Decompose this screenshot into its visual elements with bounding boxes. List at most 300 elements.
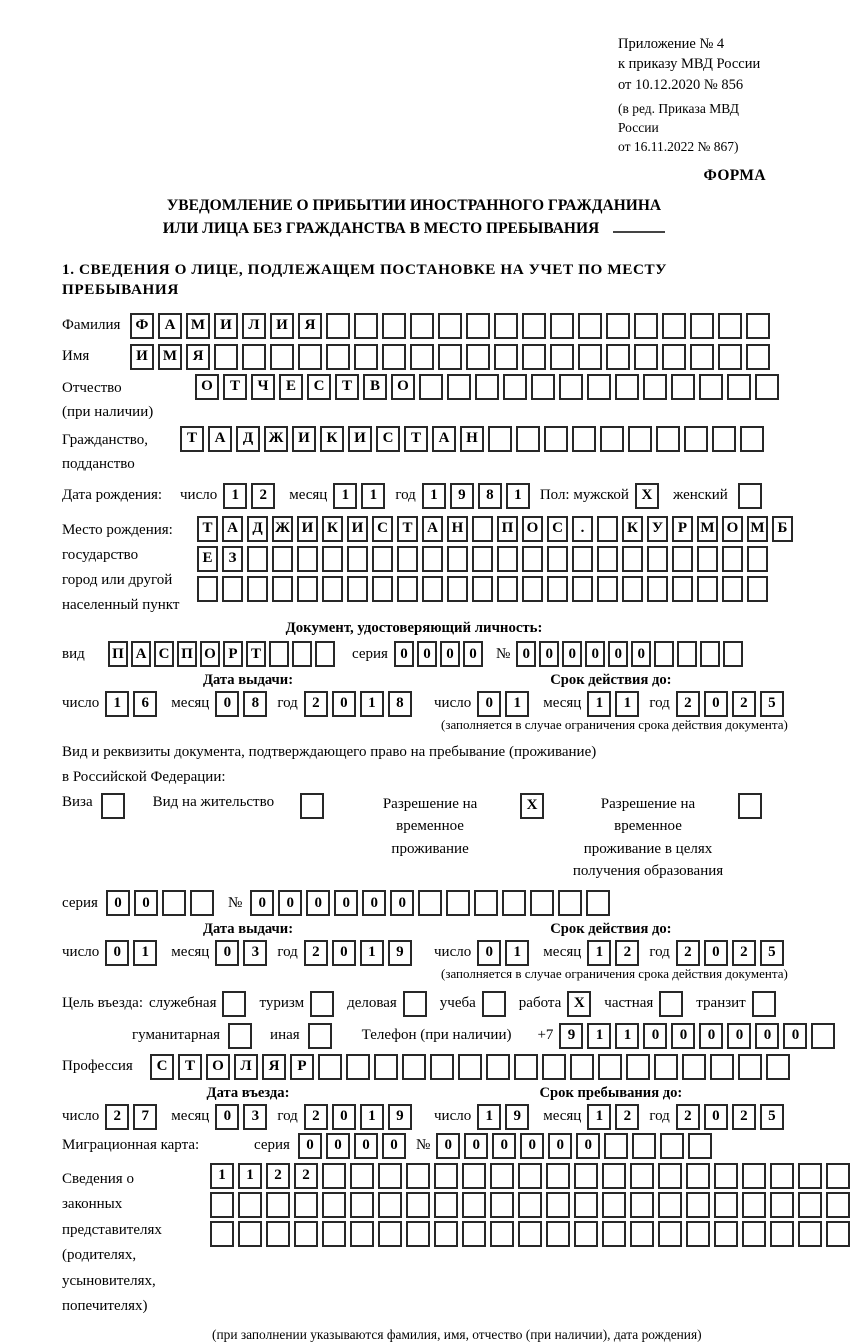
char-cell[interactable]	[458, 1054, 482, 1080]
char-cell[interactable]	[247, 576, 268, 602]
char-cell[interactable]	[430, 1054, 454, 1080]
char-cell[interactable]: О	[200, 641, 220, 667]
char-cell[interactable]: 0	[417, 641, 437, 667]
sex-male-checkbox[interactable]	[635, 483, 663, 509]
char-cell[interactable]: 2	[105, 1104, 129, 1130]
char-cell[interactable]	[347, 546, 368, 572]
char-cell[interactable]: Н	[460, 426, 484, 452]
char-cell[interactable]: 3	[243, 1104, 267, 1130]
char-cell[interactable]: 0	[477, 691, 501, 717]
char-cell[interactable]	[378, 1163, 402, 1189]
char-cell[interactable]: 2	[615, 1104, 639, 1130]
char-cell[interactable]	[690, 344, 714, 370]
char-cell[interactable]: 0	[699, 1023, 723, 1049]
char-cell[interactable]: М	[747, 516, 768, 542]
char-cell[interactable]	[622, 576, 643, 602]
char-cell[interactable]	[522, 313, 546, 339]
char-cell[interactable]	[755, 374, 779, 400]
char-cell[interactable]: 0	[250, 890, 274, 916]
char-cell[interactable]: И	[130, 344, 154, 370]
char-cell[interactable]: Т	[335, 374, 359, 400]
char-cell[interactable]: 9	[388, 940, 412, 966]
char-cell[interactable]: 0	[105, 940, 129, 966]
char-cell[interactable]	[272, 576, 293, 602]
char-cell[interactable]	[372, 576, 393, 602]
char-cell[interactable]	[634, 313, 658, 339]
char-cell[interactable]: 1	[477, 1104, 501, 1130]
char-cell[interactable]: 0	[332, 940, 356, 966]
char-cell[interactable]	[382, 313, 406, 339]
char-cell[interactable]	[747, 546, 768, 572]
char-cell[interactable]	[422, 576, 443, 602]
char-cell[interactable]	[690, 313, 714, 339]
char-cell[interactable]: 1	[333, 483, 357, 509]
char-cell[interactable]	[346, 1054, 370, 1080]
identity-valid-month-input[interactable]	[587, 691, 643, 717]
char-cell[interactable]: 0	[298, 1133, 322, 1159]
char-cell[interactable]	[490, 1192, 514, 1218]
char-cell[interactable]: 2	[304, 691, 328, 717]
char-cell[interactable]: 2	[676, 691, 700, 717]
char-cell[interactable]	[472, 576, 493, 602]
purpose-official-checkbox[interactable]	[222, 991, 250, 1017]
char-cell[interactable]: С	[376, 426, 400, 452]
char-cell[interactable]	[378, 1221, 402, 1247]
char-cell[interactable]: 0	[704, 691, 728, 717]
char-cell[interactable]: Б	[772, 516, 793, 542]
char-cell[interactable]: 0	[278, 890, 302, 916]
char-cell[interactable]	[602, 1163, 626, 1189]
purpose-private-checkbox[interactable]	[659, 991, 687, 1017]
char-cell[interactable]	[270, 344, 294, 370]
char-cell[interactable]: X	[520, 793, 544, 819]
char-cell[interactable]	[222, 991, 246, 1017]
char-cell[interactable]	[378, 1192, 402, 1218]
purpose-work-checkbox[interactable]	[567, 991, 595, 1017]
char-cell[interactable]: Т	[397, 516, 418, 542]
char-cell[interactable]	[406, 1192, 430, 1218]
char-cell[interactable]: 0	[576, 1133, 600, 1159]
char-cell[interactable]	[447, 546, 468, 572]
char-cell[interactable]	[647, 546, 668, 572]
char-cell[interactable]: 5	[760, 940, 784, 966]
char-cell[interactable]	[826, 1192, 850, 1218]
char-cell[interactable]	[671, 374, 695, 400]
char-cell[interactable]: 0	[326, 1133, 350, 1159]
char-cell[interactable]	[326, 344, 350, 370]
name-input[interactable]	[130, 344, 774, 370]
char-cell[interactable]	[742, 1221, 766, 1247]
char-cell[interactable]: А	[432, 426, 456, 452]
char-cell[interactable]	[322, 1221, 346, 1247]
birth-day-input[interactable]	[223, 483, 279, 509]
char-cell[interactable]: 0	[477, 940, 501, 966]
char-cell[interactable]: 0	[643, 1023, 667, 1049]
char-cell[interactable]	[826, 1163, 850, 1189]
char-cell[interactable]: К	[320, 426, 344, 452]
patronymic-input[interactable]	[195, 374, 783, 400]
char-cell[interactable]	[488, 426, 512, 452]
char-cell[interactable]	[462, 1221, 486, 1247]
profession-input[interactable]	[150, 1054, 794, 1080]
char-cell[interactable]: 1	[133, 940, 157, 966]
entry-month-input[interactable]	[215, 1104, 271, 1130]
char-cell[interactable]	[350, 1163, 374, 1189]
char-cell[interactable]: 8	[478, 483, 502, 509]
char-cell[interactable]	[474, 890, 498, 916]
char-cell[interactable]: Т	[180, 426, 204, 452]
char-cell[interactable]: Я	[262, 1054, 286, 1080]
edu-permit-checkbox[interactable]	[738, 793, 766, 819]
char-cell[interactable]	[544, 426, 568, 452]
char-cell[interactable]: Т	[197, 516, 218, 542]
identity-issue-month-input[interactable]	[215, 691, 271, 717]
char-cell[interactable]: О	[522, 516, 543, 542]
char-cell[interactable]	[714, 1221, 738, 1247]
char-cell[interactable]	[462, 1163, 486, 1189]
char-cell[interactable]	[354, 344, 378, 370]
char-cell[interactable]	[628, 426, 652, 452]
char-cell[interactable]	[402, 1054, 426, 1080]
char-cell[interactable]	[462, 1192, 486, 1218]
char-cell[interactable]	[497, 546, 518, 572]
char-cell[interactable]	[660, 1133, 684, 1159]
char-cell[interactable]	[570, 1054, 594, 1080]
char-cell[interactable]	[714, 1192, 738, 1218]
char-cell[interactable]	[770, 1192, 794, 1218]
char-cell[interactable]	[397, 576, 418, 602]
char-cell[interactable]	[722, 576, 743, 602]
char-cell[interactable]	[494, 344, 518, 370]
char-cell[interactable]	[406, 1221, 430, 1247]
char-cell[interactable]	[766, 1054, 790, 1080]
char-cell[interactable]	[347, 576, 368, 602]
char-cell[interactable]: 0	[520, 1133, 544, 1159]
char-cell[interactable]	[350, 1221, 374, 1247]
char-cell[interactable]	[434, 1192, 458, 1218]
char-cell[interactable]: 1	[615, 1023, 639, 1049]
char-cell[interactable]	[742, 1192, 766, 1218]
char-cell[interactable]	[466, 313, 490, 339]
char-cell[interactable]	[419, 374, 443, 400]
char-cell[interactable]: 1	[360, 691, 384, 717]
char-cell[interactable]: 1	[587, 1023, 611, 1049]
char-cell[interactable]: М	[158, 344, 182, 370]
char-cell[interactable]	[826, 1221, 850, 1247]
char-cell[interactable]: С	[154, 641, 174, 667]
char-cell[interactable]	[718, 313, 742, 339]
temp-permit-checkbox[interactable]	[520, 793, 548, 819]
char-cell[interactable]	[472, 546, 493, 572]
char-cell[interactable]	[322, 546, 343, 572]
char-cell[interactable]: Р	[672, 516, 693, 542]
char-cell[interactable]	[686, 1192, 710, 1218]
char-cell[interactable]	[659, 991, 683, 1017]
char-cell[interactable]	[586, 890, 610, 916]
char-cell[interactable]	[597, 546, 618, 572]
char-cell[interactable]: 0	[134, 890, 158, 916]
citizenship-input[interactable]	[180, 426, 768, 452]
char-cell[interactable]	[602, 1192, 626, 1218]
char-cell[interactable]: Т	[223, 374, 247, 400]
char-cell[interactable]	[606, 344, 630, 370]
char-cell[interactable]: 0	[390, 890, 414, 916]
char-cell[interactable]	[597, 576, 618, 602]
purpose-business-checkbox[interactable]	[403, 991, 431, 1017]
char-cell[interactable]: 9	[450, 483, 474, 509]
char-cell[interactable]	[446, 890, 470, 916]
char-cell[interactable]	[572, 546, 593, 572]
char-cell[interactable]: М	[186, 313, 210, 339]
char-cell[interactable]: .	[572, 516, 593, 542]
char-cell[interactable]: 2	[615, 940, 639, 966]
residence-valid-month-input[interactable]	[587, 940, 643, 966]
char-cell[interactable]	[798, 1192, 822, 1218]
doc-number-input[interactable]	[516, 641, 746, 667]
char-cell[interactable]: Е	[197, 546, 218, 572]
char-cell[interactable]	[746, 313, 770, 339]
char-cell[interactable]: 0	[362, 890, 386, 916]
char-cell[interactable]	[190, 890, 214, 916]
char-cell[interactable]	[688, 1133, 712, 1159]
char-cell[interactable]	[550, 344, 574, 370]
residence-number-input[interactable]	[250, 890, 614, 916]
char-cell[interactable]: 1	[587, 1104, 611, 1130]
char-cell[interactable]: 8	[388, 691, 412, 717]
char-cell[interactable]	[684, 426, 708, 452]
char-cell[interactable]	[632, 1133, 656, 1159]
char-cell[interactable]: 1	[360, 1104, 384, 1130]
char-cell[interactable]: Д	[247, 516, 268, 542]
char-cell[interactable]: 1	[505, 691, 529, 717]
char-cell[interactable]	[740, 426, 764, 452]
char-cell[interactable]: 0	[755, 1023, 779, 1049]
entry-day-input[interactable]	[105, 1104, 161, 1130]
char-cell[interactable]	[438, 313, 462, 339]
char-cell[interactable]	[752, 991, 776, 1017]
char-cell[interactable]: 0	[215, 940, 239, 966]
char-cell[interactable]	[602, 1221, 626, 1247]
char-cell[interactable]: 8	[243, 691, 267, 717]
sex-female-checkbox[interactable]	[738, 483, 766, 509]
char-cell[interactable]	[686, 1221, 710, 1247]
char-cell[interactable]	[530, 890, 554, 916]
char-cell[interactable]	[350, 1192, 374, 1218]
char-cell[interactable]: 0	[464, 1133, 488, 1159]
char-cell[interactable]: 0	[704, 940, 728, 966]
char-cell[interactable]	[658, 1163, 682, 1189]
char-cell[interactable]: 2	[732, 940, 756, 966]
char-cell[interactable]: 5	[760, 691, 784, 717]
char-cell[interactable]	[606, 313, 630, 339]
char-cell[interactable]	[558, 890, 582, 916]
char-cell[interactable]	[747, 576, 768, 602]
char-cell[interactable]	[422, 546, 443, 572]
char-cell[interactable]	[647, 576, 668, 602]
char-cell[interactable]: А	[158, 313, 182, 339]
char-cell[interactable]	[574, 1163, 598, 1189]
char-cell[interactable]: X	[567, 991, 591, 1017]
char-cell[interactable]	[494, 313, 518, 339]
char-cell[interactable]	[269, 641, 289, 667]
char-cell[interactable]: 0	[394, 641, 414, 667]
char-cell[interactable]	[238, 1221, 262, 1247]
char-cell[interactable]: X	[635, 483, 659, 509]
char-cell[interactable]	[572, 576, 593, 602]
char-cell[interactable]	[410, 313, 434, 339]
char-cell[interactable]: 0	[440, 641, 460, 667]
char-cell[interactable]	[738, 483, 762, 509]
char-cell[interactable]	[434, 1221, 458, 1247]
birth-year-input[interactable]	[422, 483, 534, 509]
char-cell[interactable]: 9	[388, 1104, 412, 1130]
char-cell[interactable]	[518, 1163, 542, 1189]
char-cell[interactable]: 0	[382, 1133, 406, 1159]
char-cell[interactable]: 0	[608, 641, 628, 667]
char-cell[interactable]: 0	[548, 1133, 572, 1159]
identity-valid-year-input[interactable]	[676, 691, 788, 717]
char-cell[interactable]	[578, 313, 602, 339]
char-cell[interactable]	[472, 516, 493, 542]
char-cell[interactable]	[654, 1054, 678, 1080]
surname-input[interactable]	[130, 313, 774, 339]
char-cell[interactable]	[597, 516, 618, 542]
purpose-study-checkbox[interactable]	[482, 991, 510, 1017]
char-cell[interactable]	[308, 1023, 332, 1049]
birth-month-input[interactable]	[333, 483, 389, 509]
char-cell[interactable]: С	[150, 1054, 174, 1080]
char-cell[interactable]	[656, 426, 680, 452]
char-cell[interactable]: 7	[133, 1104, 157, 1130]
char-cell[interactable]: 0	[539, 641, 559, 667]
char-cell[interactable]: П	[177, 641, 197, 667]
char-cell[interactable]: Ж	[272, 516, 293, 542]
char-cell[interactable]	[542, 1054, 566, 1080]
char-cell[interactable]	[742, 1163, 766, 1189]
char-cell[interactable]	[578, 344, 602, 370]
char-cell[interactable]	[738, 793, 762, 819]
residence-permit-checkbox[interactable]	[300, 793, 328, 819]
char-cell[interactable]	[382, 344, 406, 370]
char-cell[interactable]: 1	[360, 940, 384, 966]
char-cell[interactable]: И	[270, 313, 294, 339]
char-cell[interactable]	[770, 1221, 794, 1247]
char-cell[interactable]	[622, 546, 643, 572]
char-cell[interactable]: И	[348, 426, 372, 452]
char-cell[interactable]: И	[297, 516, 318, 542]
char-cell[interactable]	[503, 374, 527, 400]
char-cell[interactable]	[522, 576, 543, 602]
char-cell[interactable]	[723, 641, 743, 667]
char-cell[interactable]: Я	[298, 313, 322, 339]
char-cell[interactable]: А	[208, 426, 232, 452]
char-cell[interactable]	[266, 1221, 290, 1247]
residence-issue-year-input[interactable]	[304, 940, 416, 966]
char-cell[interactable]: Л	[242, 313, 266, 339]
char-cell[interactable]	[322, 1192, 346, 1218]
representatives-line1-input[interactable]	[210, 1163, 854, 1189]
char-cell[interactable]	[354, 313, 378, 339]
char-cell[interactable]: Е	[279, 374, 303, 400]
char-cell[interactable]	[228, 1023, 252, 1049]
birthplace-line1-input[interactable]	[197, 516, 797, 542]
char-cell[interactable]	[718, 344, 742, 370]
representatives-line2-input[interactable]	[210, 1192, 854, 1218]
char-cell[interactable]	[643, 374, 667, 400]
birthplace-line3-input[interactable]	[197, 576, 772, 602]
char-cell[interactable]	[516, 426, 540, 452]
char-cell[interactable]: 0	[704, 1104, 728, 1130]
char-cell[interactable]: 0	[215, 1104, 239, 1130]
char-cell[interactable]	[238, 1192, 262, 1218]
char-cell[interactable]	[518, 1192, 542, 1218]
char-cell[interactable]	[210, 1192, 234, 1218]
char-cell[interactable]	[294, 1192, 318, 1218]
char-cell[interactable]	[630, 1192, 654, 1218]
residence-valid-year-input[interactable]	[676, 940, 788, 966]
char-cell[interactable]	[626, 1054, 650, 1080]
char-cell[interactable]: 0	[334, 890, 358, 916]
char-cell[interactable]	[550, 313, 574, 339]
char-cell[interactable]: К	[622, 516, 643, 542]
representatives-line3-input[interactable]	[210, 1221, 854, 1247]
char-cell[interactable]	[546, 1192, 570, 1218]
char-cell[interactable]: 0	[783, 1023, 807, 1049]
residence-issue-month-input[interactable]	[215, 940, 271, 966]
char-cell[interactable]: 1	[506, 483, 530, 509]
char-cell[interactable]	[514, 1054, 538, 1080]
identity-issue-year-input[interactable]	[304, 691, 416, 717]
char-cell[interactable]: 2	[304, 1104, 328, 1130]
char-cell[interactable]: С	[547, 516, 568, 542]
char-cell[interactable]: 0	[492, 1133, 516, 1159]
stay-month-input[interactable]	[587, 1104, 643, 1130]
char-cell[interactable]	[697, 546, 718, 572]
char-cell[interactable]	[662, 344, 686, 370]
char-cell[interactable]	[418, 890, 442, 916]
char-cell[interactable]: 2	[266, 1163, 290, 1189]
char-cell[interactable]	[210, 1221, 234, 1247]
char-cell[interactable]: 2	[676, 1104, 700, 1130]
char-cell[interactable]	[714, 1163, 738, 1189]
char-cell[interactable]: П	[108, 641, 128, 667]
char-cell[interactable]: Л	[234, 1054, 258, 1080]
char-cell[interactable]: Ф	[130, 313, 154, 339]
char-cell[interactable]	[315, 641, 335, 667]
char-cell[interactable]	[397, 546, 418, 572]
char-cell[interactable]: 0	[516, 641, 536, 667]
char-cell[interactable]: М	[697, 516, 718, 542]
char-cell[interactable]: Т	[404, 426, 428, 452]
char-cell[interactable]	[292, 641, 312, 667]
char-cell[interactable]: О	[206, 1054, 230, 1080]
char-cell[interactable]: 0	[306, 890, 330, 916]
char-cell[interactable]: П	[497, 516, 518, 542]
char-cell[interactable]: Т	[246, 641, 266, 667]
char-cell[interactable]: 0	[332, 691, 356, 717]
char-cell[interactable]: 3	[243, 940, 267, 966]
char-cell[interactable]	[475, 374, 499, 400]
char-cell[interactable]	[447, 576, 468, 602]
char-cell[interactable]	[654, 641, 674, 667]
char-cell[interactable]	[600, 426, 624, 452]
char-cell[interactable]: О	[391, 374, 415, 400]
char-cell[interactable]	[630, 1221, 654, 1247]
char-cell[interactable]	[700, 641, 720, 667]
purpose-humanitarian-checkbox[interactable]	[228, 1023, 256, 1049]
char-cell[interactable]	[604, 1133, 628, 1159]
char-cell[interactable]	[242, 344, 266, 370]
